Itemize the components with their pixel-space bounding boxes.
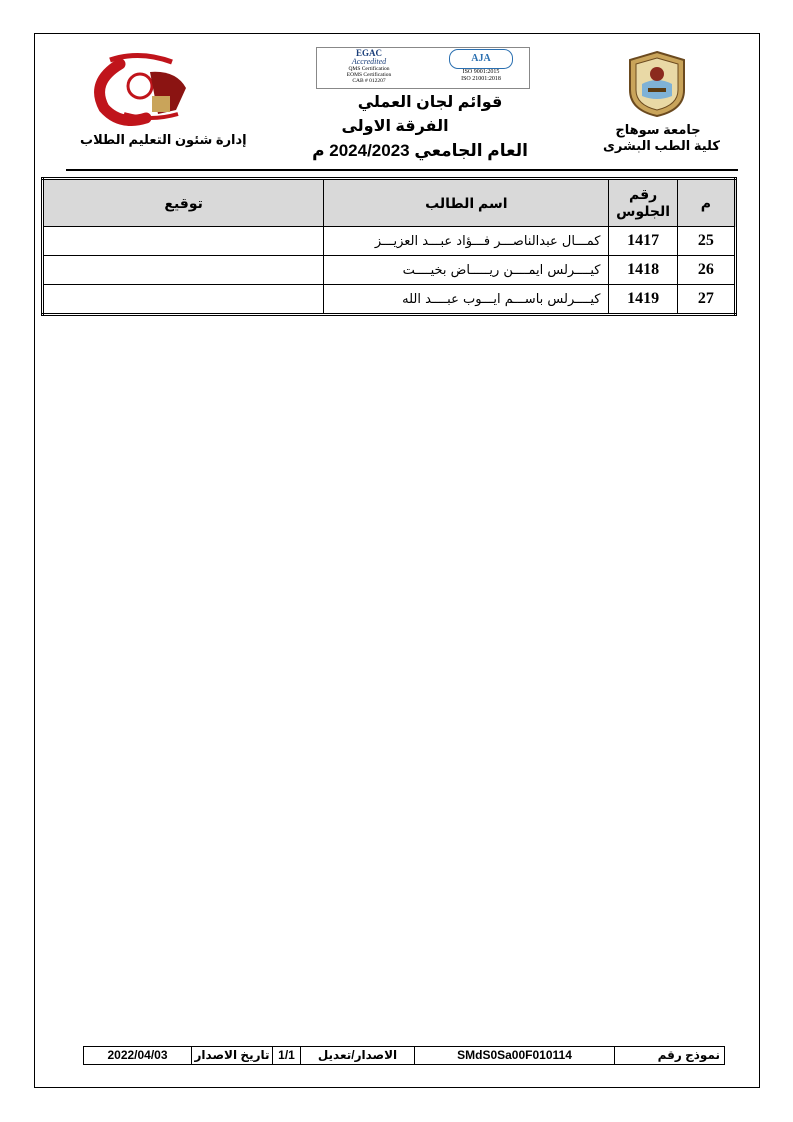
student-name: كمـــال عبدالناصـــر فـــؤاد عبـــد العزيـــز	[324, 227, 609, 256]
certification-badges	[316, 47, 530, 89]
academic-year-title: العام الجامعي 2024/2023 م	[312, 141, 528, 160]
column-header-index: م	[677, 179, 735, 227]
committee-title: قوائم لجان العملي	[357, 94, 503, 111]
issue-date-label: تاريخ الاصدار	[191, 1047, 272, 1064]
signature-cell[interactable]	[43, 256, 324, 285]
form-footer	[83, 1046, 725, 1065]
column-header-seat-number: رقم الجلوس	[609, 179, 677, 227]
student-name: كيــــرلس ايمــــن ريـــــاض بخيــــت	[324, 256, 609, 285]
year-group-title: الفرقة الاولى	[341, 118, 449, 135]
table-row	[43, 256, 736, 285]
university-name: جامعة سوهاج	[615, 122, 701, 137]
signature-cell[interactable]	[43, 227, 324, 256]
seat-number: 1419	[609, 285, 677, 315]
sohag-university-seal	[626, 50, 688, 118]
table-header-row	[43, 179, 736, 227]
row-index: 27	[677, 285, 735, 315]
department-name: إدارة شئون التعليم الطلاب	[80, 132, 247, 147]
row-index: 25	[677, 227, 735, 256]
issue-date: 2022/04/03	[107, 1048, 168, 1062]
aja-logo: AJA	[449, 49, 513, 69]
form-number-label: نموذج رقم	[614, 1047, 724, 1064]
signature-cell[interactable]	[43, 285, 324, 315]
column-header-student-name: اسم الطالب	[324, 179, 609, 227]
table-row	[43, 285, 736, 315]
egac-badge: EGAC Accredited QMS Certification EOMS Certification CAB # 012207	[346, 48, 392, 84]
form-number: SMdS0Sa00F010114	[414, 1047, 614, 1064]
revision-label: الاصدار/تعديل	[300, 1047, 414, 1064]
row-index: 26	[677, 256, 735, 285]
faculty-name: كلية الطب البشرى	[603, 138, 720, 153]
student-name: كيــــرلس باســـم ايـــوب عبــــد الله	[324, 285, 609, 315]
aja-badge: AJA ISO 9001:2015 ISO 21001:2018	[437, 49, 525, 85]
header-divider	[66, 169, 738, 171]
table-row	[43, 227, 736, 256]
seat-number: 1417	[609, 227, 677, 256]
column-header-signature: توقيع	[43, 179, 324, 227]
seat-number: 1418	[609, 256, 677, 285]
committee-roster-table	[41, 177, 737, 316]
revision-value: 1/1	[272, 1047, 300, 1064]
student-affairs-logo	[80, 52, 198, 126]
